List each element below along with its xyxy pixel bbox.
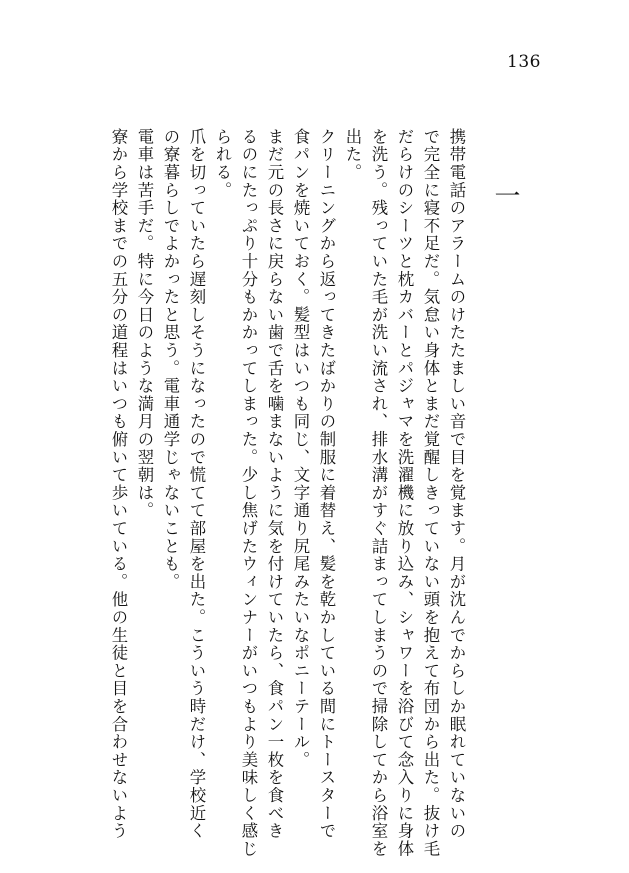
body-text: [105, 128, 469, 858]
page-number: 136: [507, 52, 541, 72]
paragraph: 爪を切っていたら遅刻しそうになったので慌てて部屋を出た。こういう時だけ、学校近く の寮暮らしでよかったと思う。電車通学じゃないことも。 電車は苦手だ。特に今日のような満月の翌朝は。 寮から学校までの五分の道程はいつも俯いて歩いている。他の生徒と目を合わせないよう: [109, 128, 206, 840]
chapter-heading: 一: [490, 182, 520, 208]
paragraph: クリーニングから返ってきたばかりの制服に着替え、髪を乾かしている間にトースターで 食パンを焼いておく。髪型はいつも同じ、文字通り尻尾みたいなポニーテール。 まだ元の長さに戻らない歯で舌を噛まないように気を付けていたら、食パン一枚を食べき るのにたっぷり十分もかかってしまった。少し焦げたウィンナーがいつもより美味しく感じ られる。: [213, 128, 336, 858]
paragraph: 携帯電話のアラームのけたたましい音で目を覚ます。月が沈んでからしか眠れていないの で完全に寝不足だ。気怠い身体とまだ覚醒しきっていない頭を抱えて布団から出た。抜け毛 だらけのシーツと枕カバーとパジャマを洗濯機に放り込み、シャワーを浴びて念入りに身体 を洗う。残っていた毛が洗い流され、排水溝がすぐ詰まってしまうので掃除してから浴室を 出た。: [343, 128, 466, 858]
